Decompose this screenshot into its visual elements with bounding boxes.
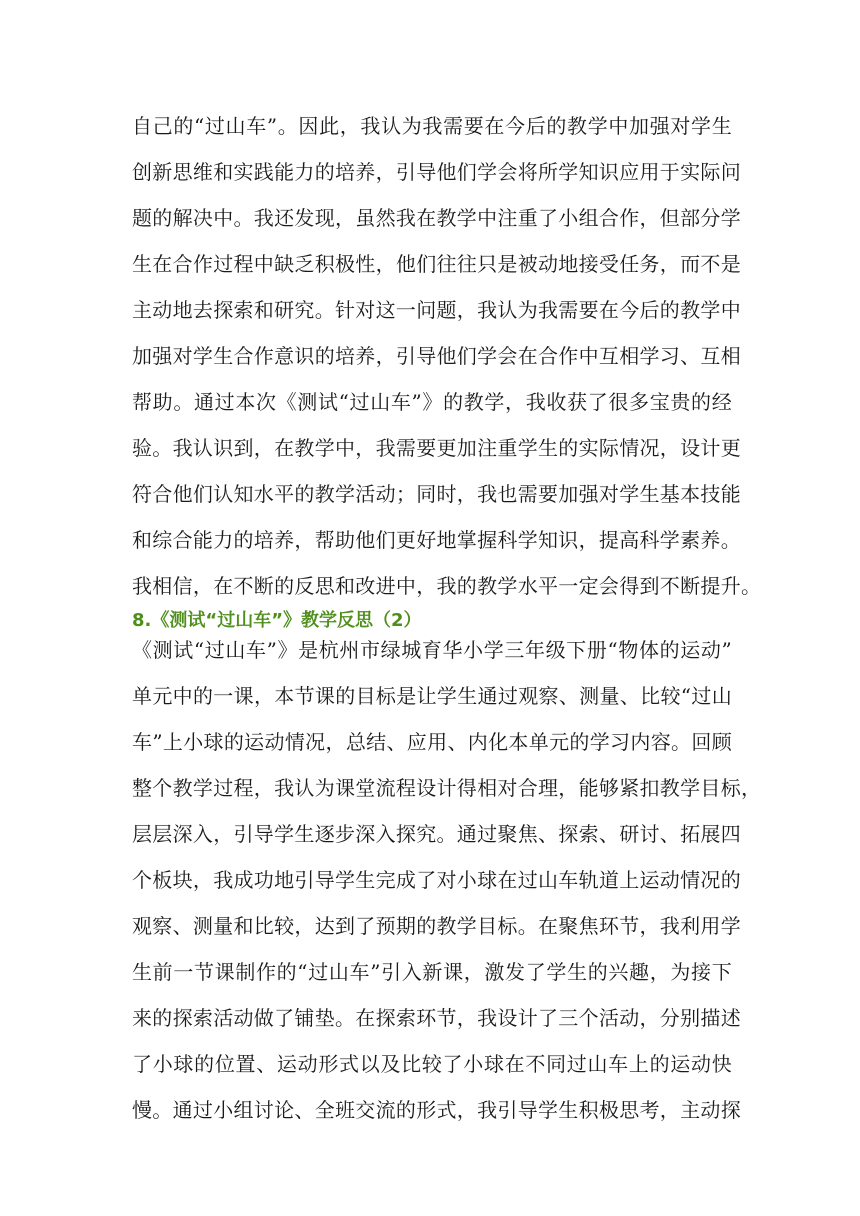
paragraph-1-line: 生在合作过程中缺乏积极性，他们往往只是被动地接受任务，而不是 (132, 252, 741, 276)
paragraph-1-line: 符合他们认知水平的教学活动；同时，我也需要加强对学生基本技能 (132, 482, 741, 506)
paragraph-1-line: 验。我认识到，在教学中，我需要更加注重学生的实际情况，设计更 (132, 436, 741, 460)
paragraph-2-line: 层层深入，引导学生逐步深入探究。通过聚焦、探索、研讨、拓展四 (132, 822, 741, 846)
paragraph-1-line: 帮助。通过本次《测试“过山车”》的教学，我收获了很多宝贵的经 (132, 390, 732, 414)
paragraph-2-line: 个板块，我成功地引导学生完成了对小球在过山车轨道上运动情况的 (132, 868, 741, 892)
paragraph-2-line: 车”上小球的运动情况，总结、应用、内化本单元的学习内容。回顾 (132, 730, 732, 754)
paragraph-2-line: 慢。通过小组讨论、全班交流的形式，我引导学生积极思考，主动探 (132, 1098, 741, 1122)
paragraph-2-line: 单元中的一课，本节课的目标是让学生通过观察、测量、比较“过山 (132, 684, 732, 708)
paragraph-1-line: 创新思维和实践能力的培养，引导他们学会将所学知识应用于实际问 (132, 160, 741, 184)
paragraph-1-line: 我相信，在不断的反思和改进中，我的教学水平一定会得到不断提升。 (132, 574, 762, 598)
paragraph-2-line: 整个教学过程，我认为课堂流程设计得相对合理，能够紧扣教学目标， (132, 776, 762, 800)
paragraph-2-line: 观察、测量和比较，达到了预期的教学目标。在聚焦环节，我利用学 (132, 914, 741, 938)
paragraph-1-line: 主动地去探索和研究。针对这一问题，我认为我需要在今后的教学中 (132, 298, 741, 322)
paragraph-1-line: 自己的“过山车”。因此，我认为我需要在今后的教学中加强对学生 (132, 114, 732, 138)
paragraph-2-line: 生前一节课制作的“过山车”引入新课，激发了学生的兴趣，为接下 (132, 960, 732, 984)
paragraph-2-line: 来的探索活动做了铺垫。在探索环节，我设计了三个活动，分别描述 (132, 1006, 741, 1030)
paragraph-1-line: 加强对学生合作意识的培养，引导他们学会在合作中互相学习、互相 (132, 344, 741, 368)
paragraph-2-line: 了小球的位置、运动形式以及比较了小球在不同过山车上的运动快 (132, 1052, 732, 1076)
paragraph-1-line: 和综合能力的培养，帮助他们更好地掌握科学知识，提高科学素养。 (132, 528, 741, 552)
paragraph-1-line: 题的解决中。我还发现，虽然我在教学中注重了小组合作，但部分学 (132, 206, 741, 230)
section-heading: 8.《测试“过山车”》教学反思（2） (132, 610, 422, 631)
paragraph-2-line: 《测试“过山车”》是杭州市绿城育华小学三年级下册“物体的运动” (132, 638, 732, 662)
